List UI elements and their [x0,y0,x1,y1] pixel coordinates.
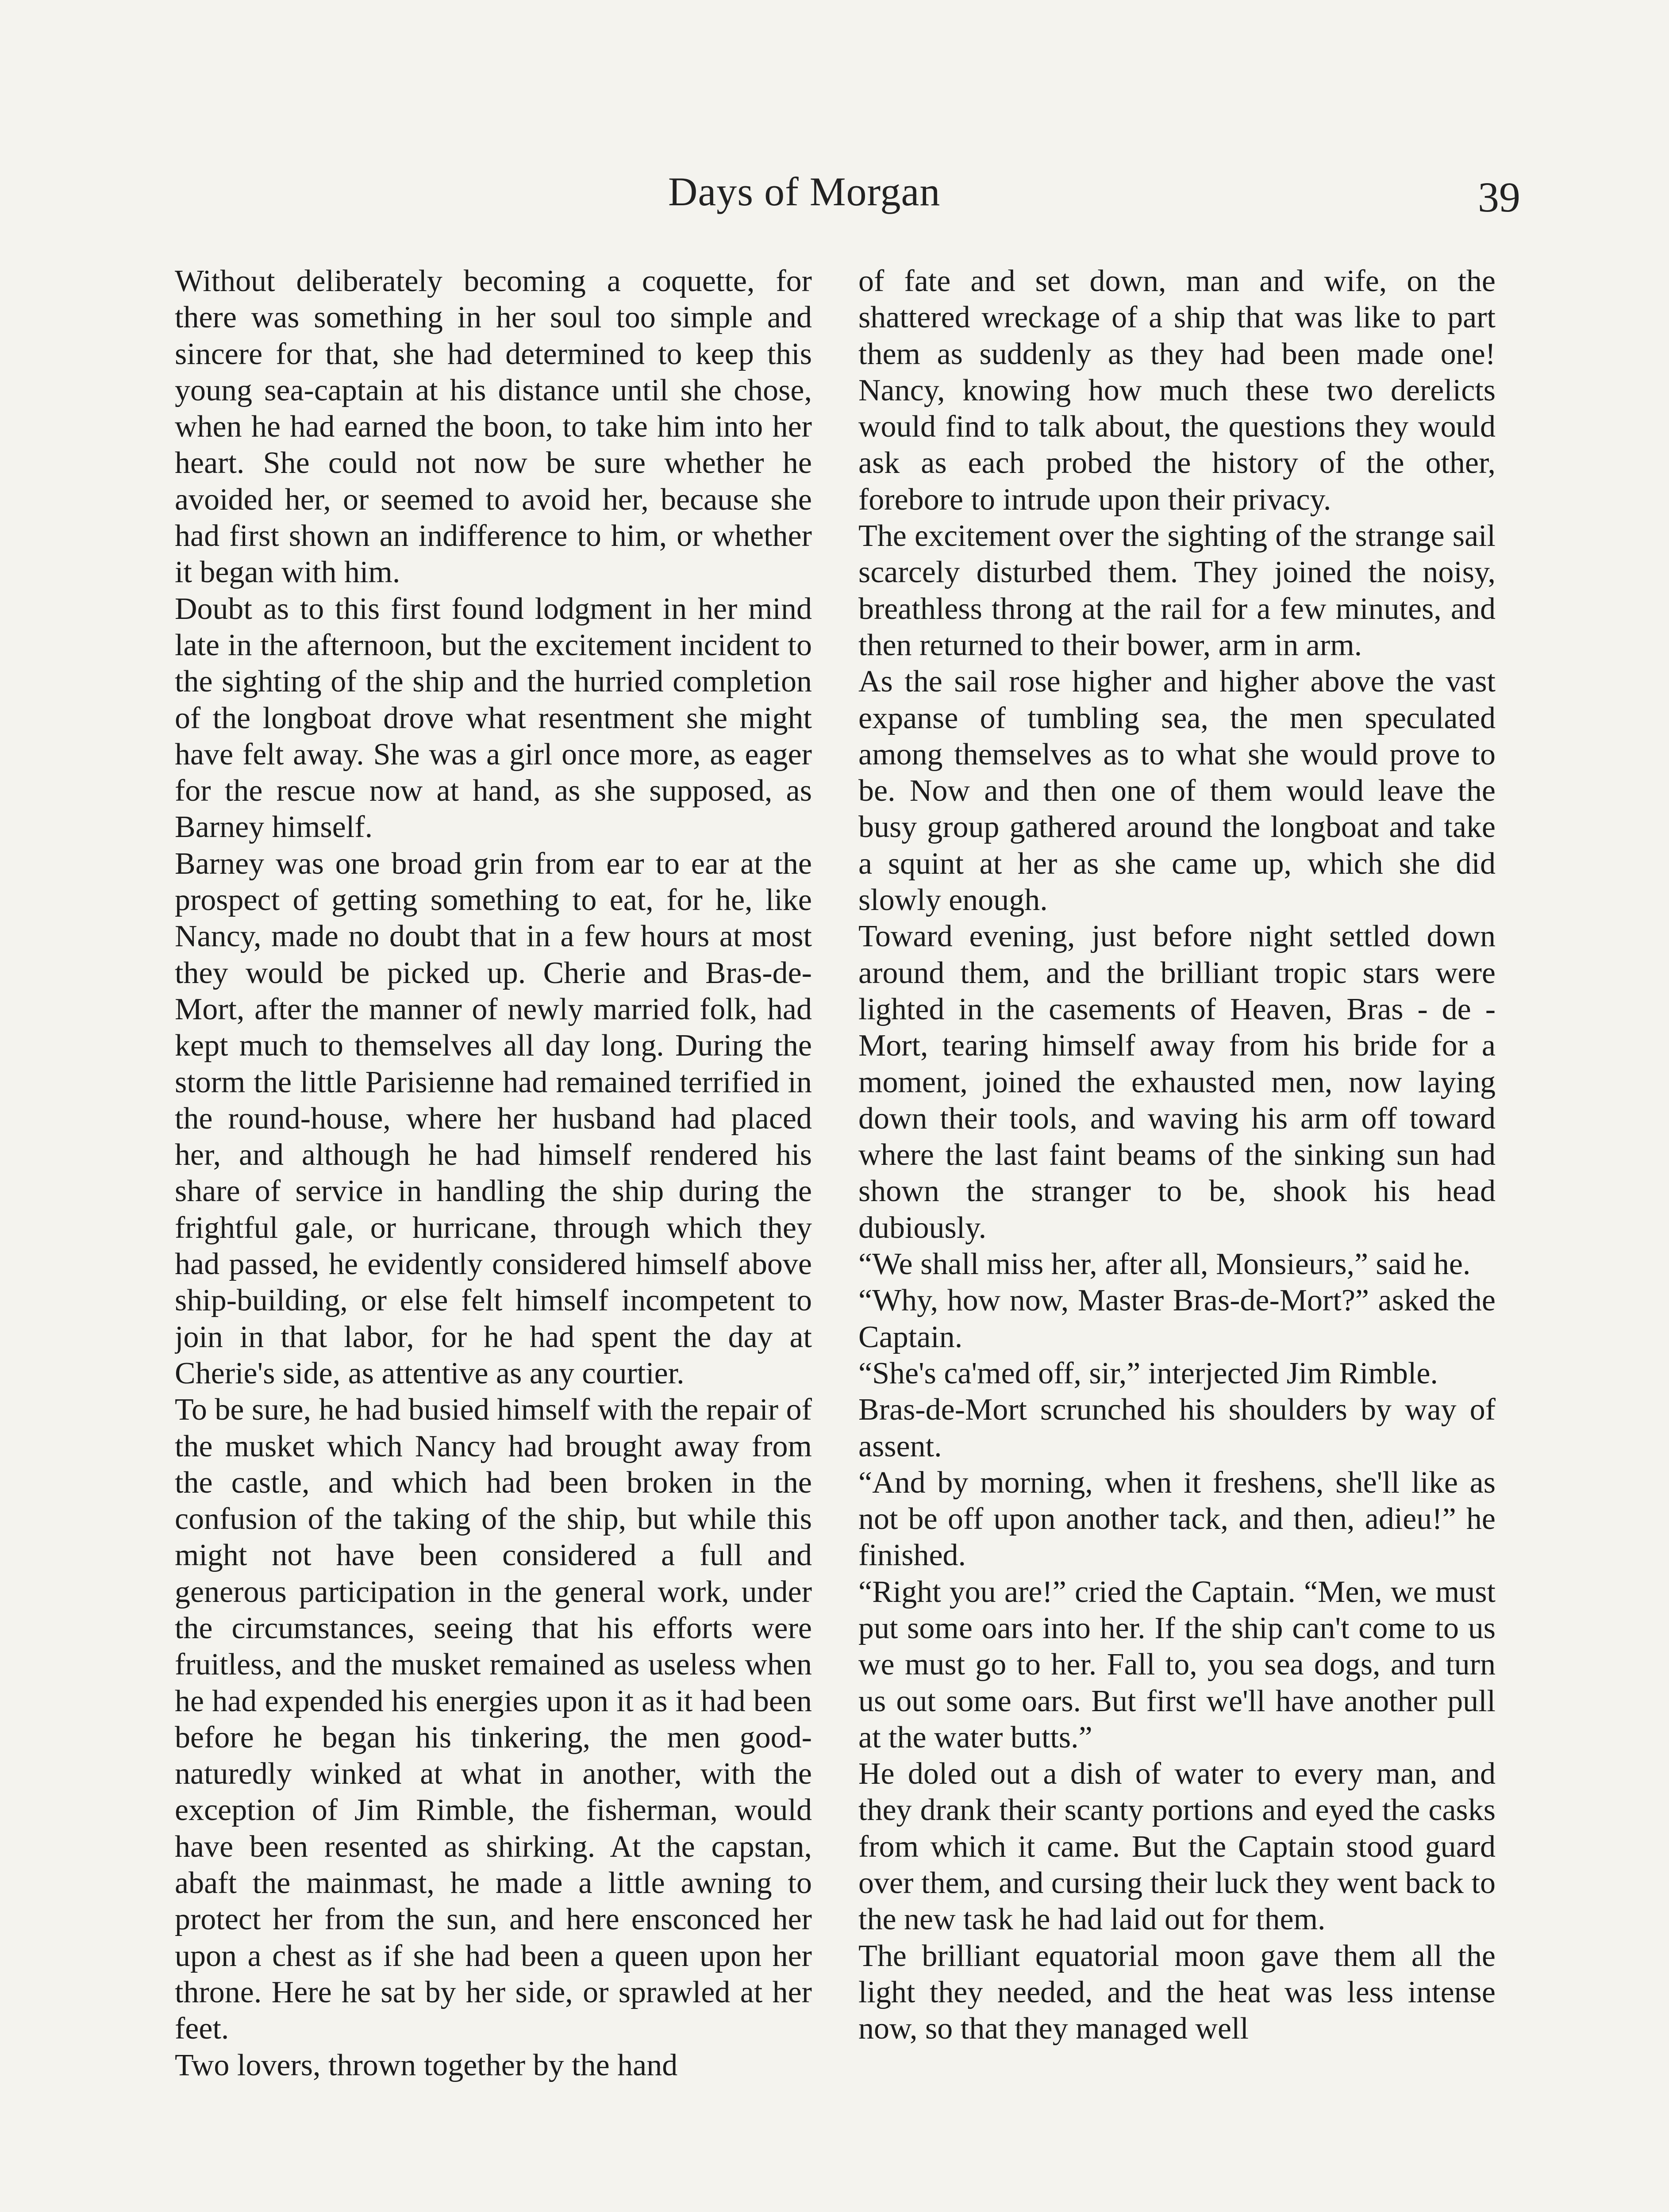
paragraph: The excitement over the sighting of the strange sail scarcely disturbed them. They joined the noisy, breathless throng at the rail for a few minutes, and then returned to their bower, arm in arm. [858,519,1496,662]
paragraph: Two lovers, thrown together by the hand [175,2048,678,2082]
paragraph: “And by morning, when it freshens, she'll like as not be off upon another tack, and then, adieu!” he finished. [858,1465,1496,1573]
paragraph: As the sail rose higher and higher above the vast expanse of tumbling sea, the men speculated among themselves as to what she would prove to be. Now and then one of them would leave the busy group gathered around the longboat and take a squint at her as she came up, which she did slowly enough. [858,664,1496,918]
left-column [175,263,812,2212]
paragraph: Toward evening, just before night settled down around them, and the brilliant tropic stars were lighted in the casements of Heaven, Bras - de - Mort, tearing himself away from his bride for a moment, joined the exhausted men, now laying down their tools, and waving his arm off toward where the last faint beams of the sinking sun had shown the stranger to be, shook his head dubiously. [858,919,1496,1245]
paragraph: Doubt as to this first found lodgment in her mind late in the afternoon, but the excitement incident to the sighting of the ship and the hurried completion of the longboat drove what resentment she might have felt away. She was a girl once more, as eager for the rescue now at hand, as she supposed, as Barney himself. [175,591,812,845]
paragraph: The brilliant equatorial moon gave them all the light they needed, and the heat was less intense now, so that they managed well [858,1939,1496,2046]
paragraph: “Why, how now, Master Bras-de-Mort?” asked the Captain. [858,1283,1496,1354]
paragraph: He doled out a dish of water to every man, and they drank their scanty portions and eyed the casks from which it came. But the Captain stood guard over them, and cursing their luck they went back to the new task he had laid out for them. [858,1757,1496,1937]
paragraph: Without deliberately becoming a coquette, for there was something in her soul too simple and sincere for that, she had determined to keep this young sea-captain at his distance until she chose, when he had earned the boon, to take him into her heart. She could not now be sure whether he avoided her, or seemed to avoid her, because she had first shown an indifference to him, or whether it began with him. [175,264,812,590]
paragraph: “We shall miss her, after all, Monsieurs,” said he. [858,1247,1471,1282]
paragraph: “She's ca'med off, sir,” interjected Jim Rimble. [858,1356,1438,1390]
running-title: Days of Morgan [668,169,941,214]
paragraph: Barney was one broad grin from ear to ear at the prospect of getting something to eat, for he, like Nancy, made no doubt that in a few hours at most they would be picked up. Cherie and Bras-de-Mort, after the manner of newly married folk, had kept much to themselves all day long. During the storm the little Parisienne had remained terrified in the round-house, where her husband had placed her, and although he had himself rendered his share of service in handling the ship during the frightful gale, or hurricane, through which they had passed, he evidently considered himself above ship-building, or else felt himself incompetent to join in that labor, for he had spent the day at Cherie's side, as attentive as any courtier. [175,846,812,1390]
page-header [0,168,1669,234]
paragraph: of fate and set down, man and wife, on the shattered wreckage of a ship that was like to part them as suddenly as they had been made one! Nancy, knowing how much these two derelicts would find to talk about, the questions they would ask as each probed the history of the other, forebore to intrude upon their privacy. [858,264,1496,517]
paragraph: Bras-de-Mort scrunched his shoulders by way of assent. [858,1393,1496,1463]
paragraph: “Right you are!” cried the Captain. “Men, we must put some oars into her. If the ship can't come to us we must go to her. Fall to, you sea dogs, and turn us out some oars. But first we'll have another pull at the water butts.” [858,1575,1496,1755]
page-number: 39 [1478,173,1520,221]
right-column [858,263,1496,2212]
paragraph: To be sure, he had busied himself with the repair of the musket which Nancy had brought away from the castle, and which had been broken in the confusion of the taking of the ship, but while this might not have been considered a full and generous participation in the general work, under the circumstances, seeing that his efforts were fruitless, and the musket remained as useless when he had expended his energies upon it as it had been before he began his tinkering, the men good-naturedly winked at what in another, with the exception of Jim Rimble, the fisherman, would have been resented as shirking. At the capstan, abaft the mainmast, he made a little awning to protect her from the sun, and here ensconced her upon a chest as if she had been a queen upon her throne. Here he sat by her side, or sprawled at her feet. [175,1393,812,2046]
